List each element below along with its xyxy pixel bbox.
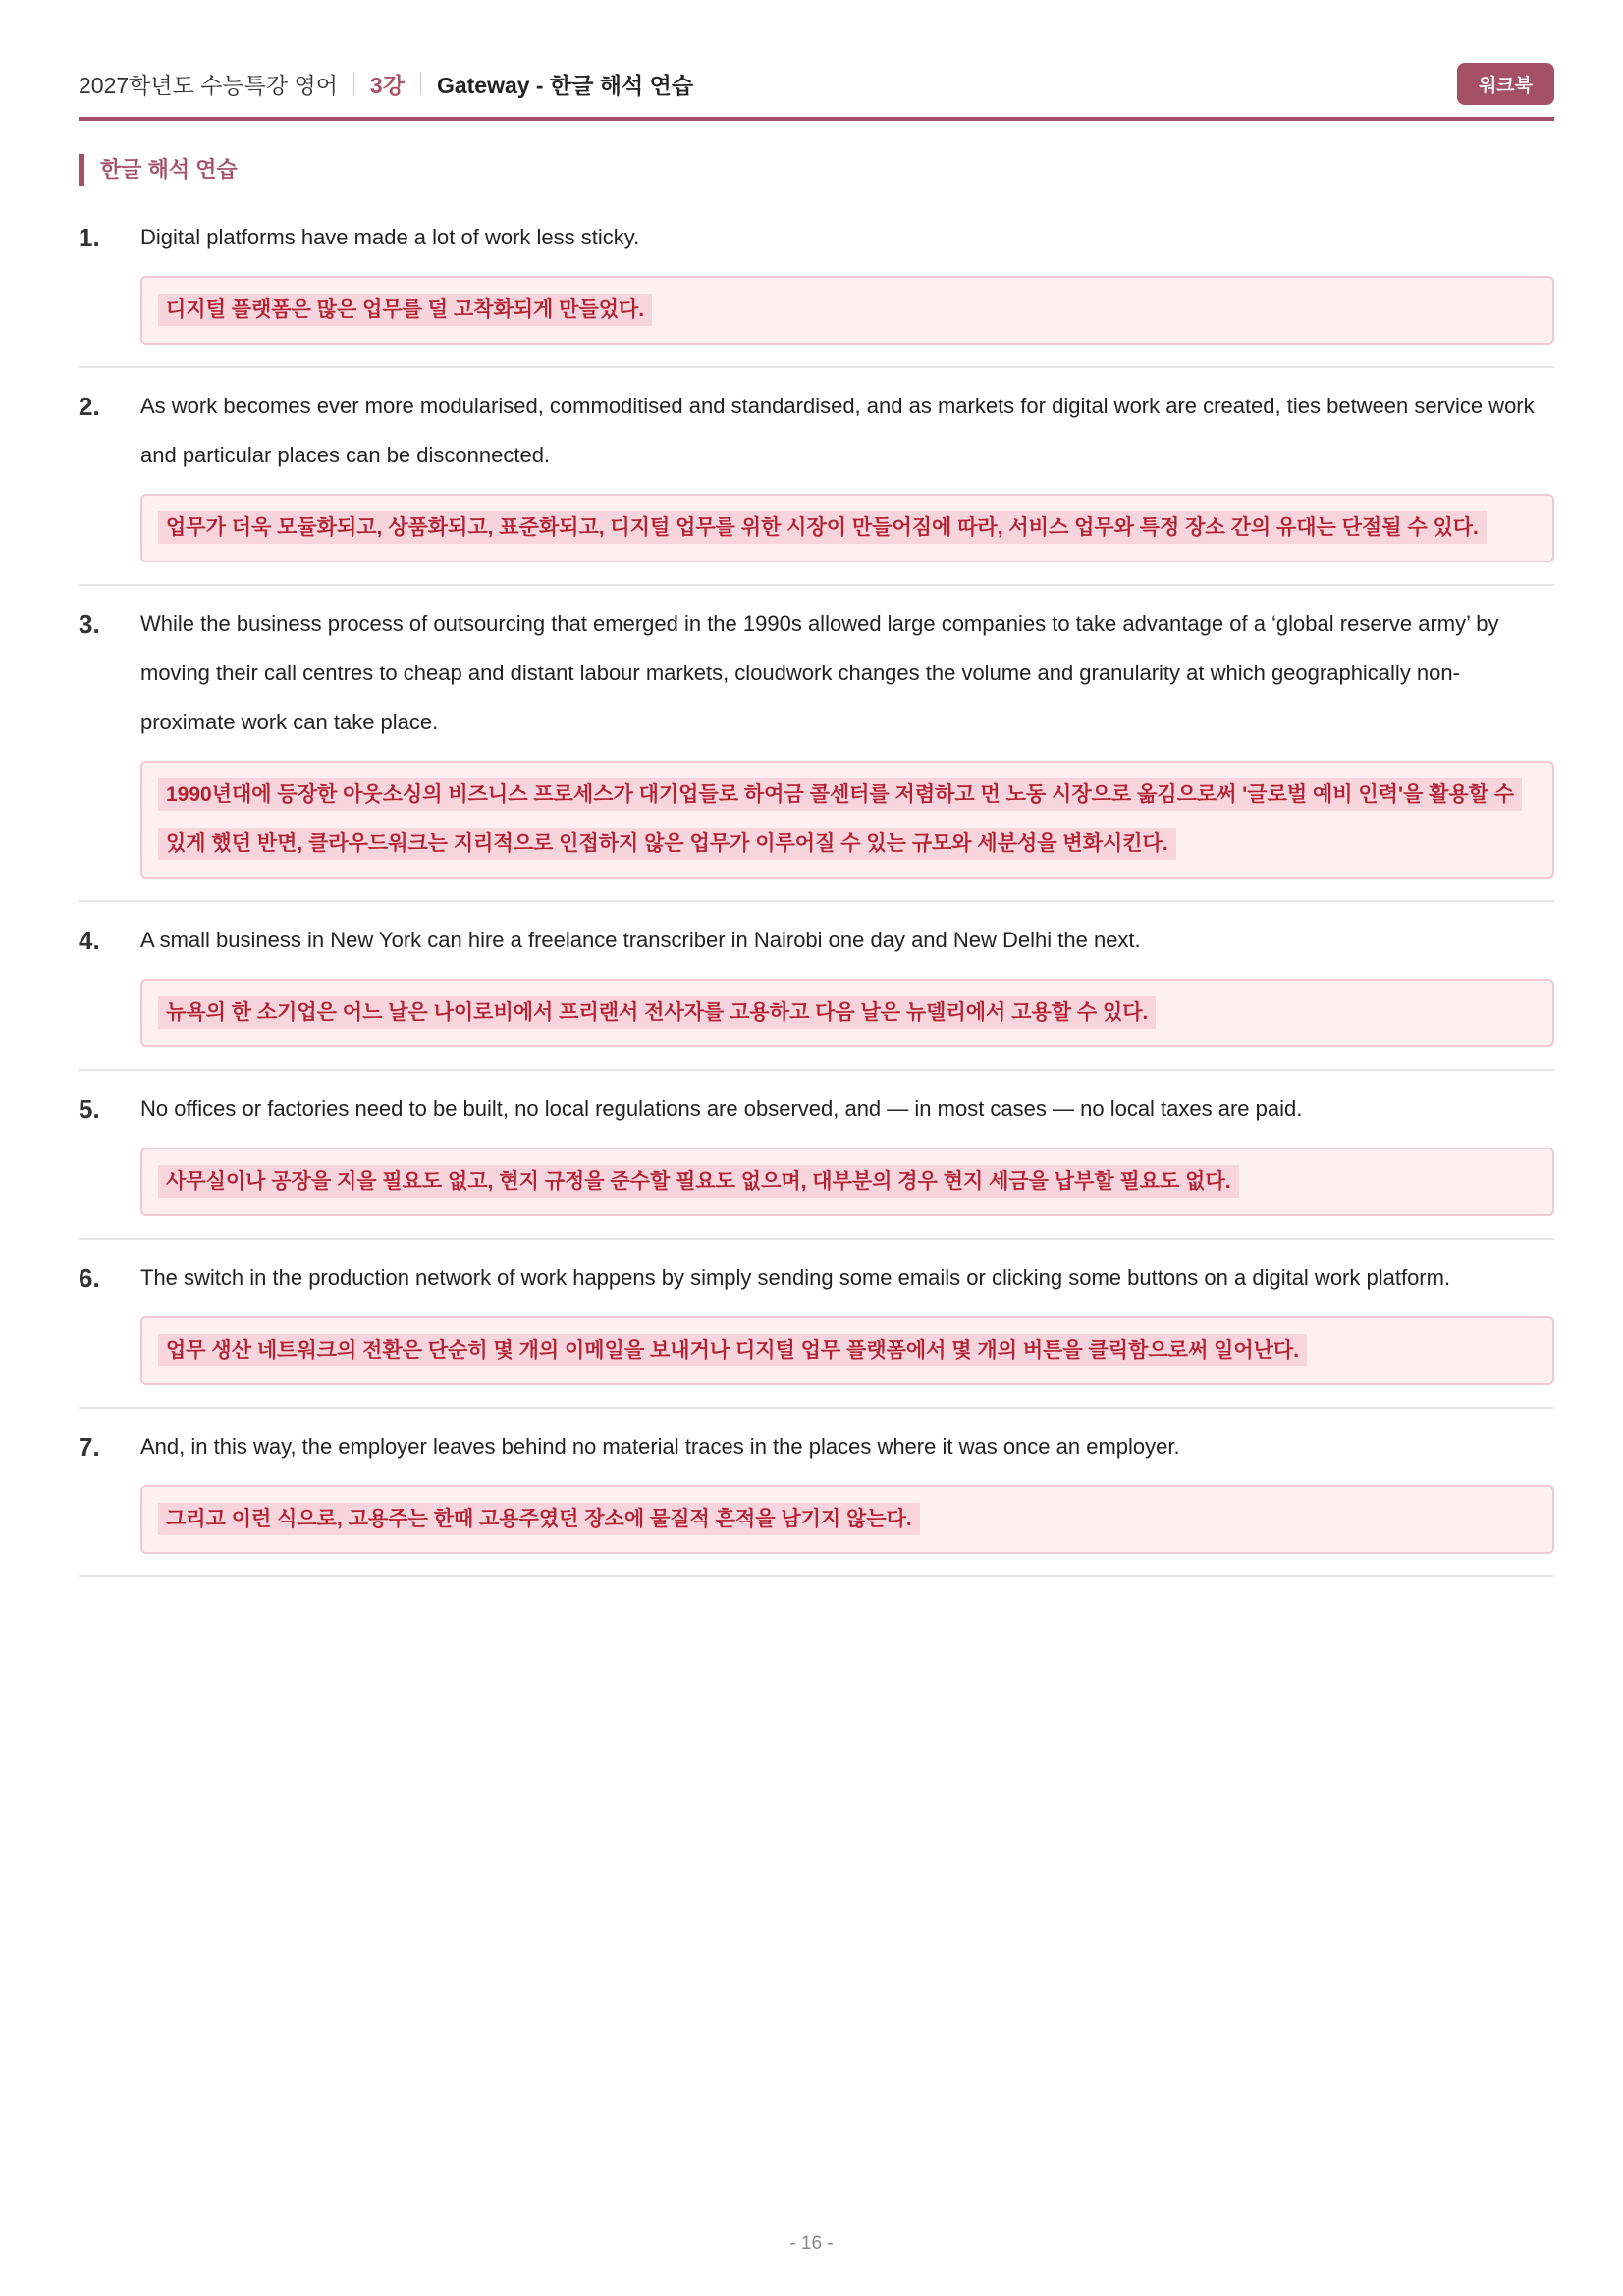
lesson-title: Gateway - 한글 해석 연습 [436,72,694,98]
book-title: 2027학년도 수능특강 영어 [79,72,338,98]
korean-translation: 뉴욕의 한 소기업은 어느 날은 나이로비에서 프리랜서 전사자를 고용하고 다음 날은 뉴델리에서 고용할 수 있다. [158,996,1156,1029]
header-divider [420,72,421,95]
item-number: 7. [79,1432,100,1462]
korean-translation: 디지털 플랫폼은 많은 업무를 덜 고착화되게 만들었다. [158,294,652,326]
exercise-item [79,1409,1554,1577]
korean-translation: 그리고 이런 식으로, 고용주는 한때 고용주였던 장소에 물질적 흔적을 남기지 않는다. [158,1503,920,1535]
item-number: 2. [79,392,100,421]
lesson-number: 3강 [369,72,405,98]
english-sentence: No offices or factories need to be built, no local regulations are observed, and — in most cases — no local taxes are paid. [140,1096,1303,1121]
english-sentence: And, in this way, the employer leaves behind no material traces in the places where it was once an employer. [140,1434,1180,1459]
header-divider [353,72,354,95]
exercise-list [79,199,1554,1577]
exercise-item [79,368,1554,586]
item-number: 5. [79,1095,100,1124]
korean-translation-box [140,979,1554,1047]
item-number: 4. [79,926,100,955]
korean-translation-box [140,761,1554,879]
korean-translation-box [140,276,1554,345]
english-sentence: A small business in New York can hire a freelance transcriber in Nairobi one day and New Delhi the next. [140,928,1141,952]
korean-translation-box [140,494,1554,562]
korean-translation-box [140,1485,1554,1554]
item-number: 3. [79,610,100,639]
item-number: 1. [79,223,100,252]
korean-translation: 업무 생산 네트워크의 전환은 단순히 몇 개의 이메일을 보내거나 디지털 업무 플랫폼에서 몇 개의 버튼을 클릭함으로써 일어난다. [158,1334,1307,1366]
english-sentence: The switch in the production network of work happens by simply sending some emails or clicking some buttons on a digital work platform. [140,1265,1451,1290]
exercise-item [79,902,1554,1071]
korean-translation-box [140,1148,1554,1216]
exercise-item [79,199,1554,368]
workbook-page [79,59,1554,1577]
item-number: 6. [79,1263,100,1293]
section-title: 한글 해석 연습 [79,154,1554,186]
page-header [79,59,1554,108]
korean-translation: 1990년대에 등장한 아웃소싱의 비즈니스 프로세스가 대기업들로 하여금 콜센터를 저렴하고 먼 노동 시장으로 옮김으로써 '글로벌 예비 인력'을 활용할 수 있게 했던 반면, 클라우드워크는 지리적으로 인접하지 않은 업무가 이루어질 수 있는 규모와 세분성을 변화시킨다. [158,778,1522,860]
english-sentence: Digital platforms have made a lot of work less sticky. [140,225,640,249]
workbook-badge: 워크북 [1457,63,1554,105]
korean-translation: 업무가 더욱 모듈화되고, 상품화되고, 표준화되고, 디지털 업무를 위한 시장이 만들어짐에 따라, 서비스 업무와 특정 장소 간의 유대는 단절될 수 있다. [158,511,1487,544]
page-number: - 16 - [789,2233,834,2254]
exercise-item [79,586,1554,902]
english-sentence: As work becomes ever more modularised, commoditised and standardised, and as markets for digital work are created, ties between service work and particular places can be disconnected. [140,394,1535,467]
english-sentence: While the business process of outsourcing that emerged in the 1990s allowed large companies to take advantage of a ‘global reserve army’ by moving their call centres to cheap and distant labour markets, cloudwork changes the volume and granularity at which geographically non-proximate work can take place. [140,612,1499,734]
exercise-item [79,1240,1554,1409]
korean-translation: 사무실이나 공장을 지을 필요도 없고, 현지 규정을 준수할 필요도 없으며, 대부분의 경우 현지 세금을 납부할 필요도 없다. [158,1165,1239,1198]
korean-translation-box [140,1316,1554,1385]
exercise-item [79,1071,1554,1240]
header-rule [79,117,1554,121]
